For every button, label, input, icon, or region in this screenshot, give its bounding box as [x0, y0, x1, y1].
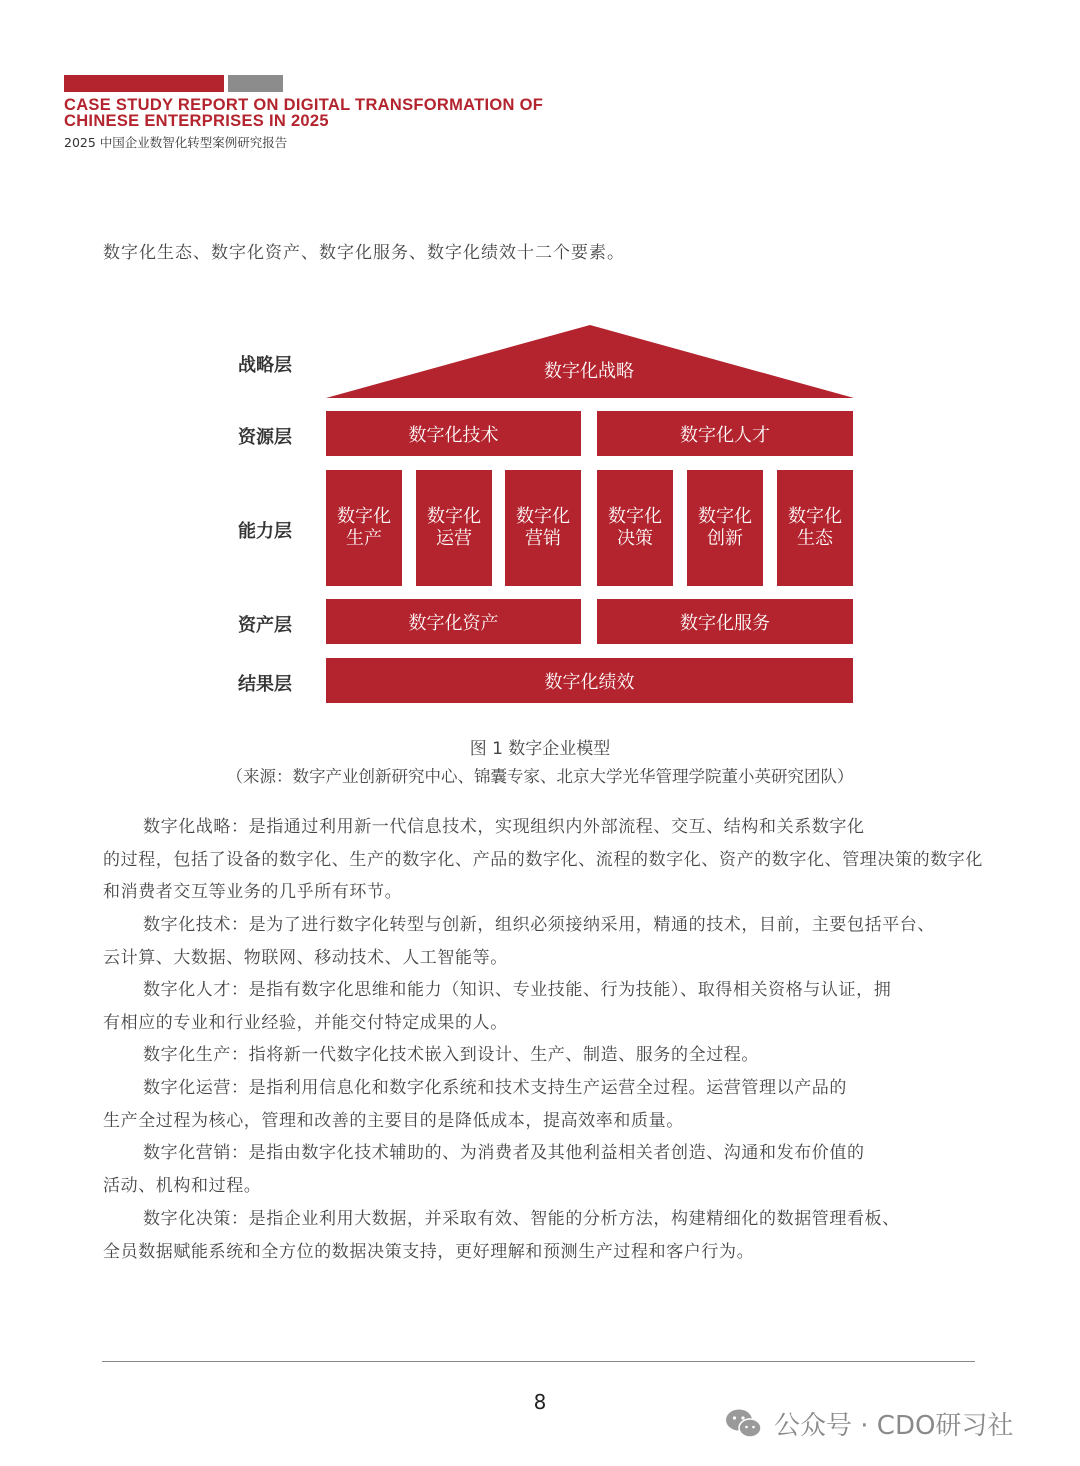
header-gray-bar [228, 75, 283, 92]
paragraph-rest: 活动、机构和过程。 [103, 1175, 262, 1196]
header-red-bar [64, 75, 224, 92]
block-digital-decision [597, 470, 673, 586]
block-line2: 生态 [797, 528, 833, 549]
paragraph-rest: 有相应的专业和行业经验，并能交付特定成果的人。 [103, 1012, 508, 1033]
paragraph-rest: 生产全过程为核心，管理和改善的主要目的是降低成本，提高效率和质量。 [103, 1110, 684, 1131]
paragraph-rest: 全员数据赋能系统和全方位的数据决策支持，更好理解和预测生产过程和客户行为。 [103, 1241, 755, 1262]
block-line2: 生产 [346, 528, 382, 549]
block-digital-innovation [687, 470, 763, 586]
paragraph-digital-talent [103, 974, 983, 1039]
block-digital-services: 数字化服务 [597, 599, 853, 644]
page-number: 8 [533, 1390, 547, 1414]
block-digital-operation [416, 470, 492, 586]
report-title-cn: 2025 中国企业数智化转型案例研究报告 [64, 135, 288, 150]
watermark [724, 1405, 1013, 1442]
paragraph-digital-strategy [103, 811, 983, 909]
paragraph-lead: 数字化战略：是指通过利用新一代信息技术，实现组织内外部流程、交互、结构和关系数字化 [143, 817, 865, 837]
paragraph-lead: 数字化生产：指将新一代数字化技术嵌入到设计、生产、制造、服务的全过程。 [143, 1045, 759, 1065]
report-title-en-line1: CASE STUDY REPORT ON DIGITAL TRANSFORMATION OF [64, 96, 544, 114]
block-line1: 数字化 [337, 506, 391, 527]
label-strategy-layer: 战略层 [238, 355, 292, 376]
label-capability-layer: 能力层 [238, 521, 292, 542]
footer-divider [102, 1361, 975, 1362]
paragraph-digital-production [103, 1039, 983, 1072]
report-title-en [64, 97, 584, 129]
block-digital-production [326, 470, 402, 586]
block-digital-talent: 数字化人才 [597, 411, 853, 456]
paragraph-digital-marketing [103, 1137, 983, 1202]
figure-caption: 图 1 数字企业模型 [469, 739, 611, 759]
block-line1: 数字化 [608, 506, 662, 527]
block-line1: 数字化 [427, 506, 481, 527]
report-title-en-line2: CHINESE ENTERPRISES IN 2025 [64, 112, 329, 130]
label-result-layer: 结果层 [238, 674, 292, 695]
intro-text: 数字化生态、数字化资产、数字化服务、数字化绩效十二个要素。 [103, 243, 625, 263]
paragraph-rest: 云计算、大数据、物联网、移动技术、人工智能等。 [103, 947, 508, 968]
block-digital-marketing [505, 470, 581, 586]
label-asset-layer: 资产层 [238, 615, 292, 636]
paragraph-lead: 数字化运营：是指利用信息化和数字化系统和技术支持生产运营全过程。运营管理以产品的 [143, 1078, 847, 1098]
paragraph-digital-technology [103, 909, 983, 974]
paragraph-lead: 数字化决策：是指企业利用大数据，并采取有效、智能的分析方法，构建精细化的数据管理看板、 [143, 1209, 900, 1229]
block-digital-technology: 数字化技术 [326, 411, 581, 456]
paragraph-rest: 的过程，包括了设备的数字化、生产的数字化、产品的数字化、流程的数字化、资产的数字化、管理决策的数字化和消费者交互等业务的几乎所有环节。 [103, 849, 983, 902]
roof-label: 数字化战略 [544, 361, 634, 382]
block-line2: 决策 [617, 528, 653, 549]
block-digital-performance: 数字化绩效 [326, 658, 853, 703]
paragraph-digital-operation [103, 1072, 983, 1137]
watermark-text: 公众号 · CDO研习社 [774, 1411, 1014, 1441]
paragraph-lead: 数字化人才：是指有数字化思维和能力（知识、专业技能、行为技能）、取得相关资格与认证，拥 [143, 980, 892, 1000]
paragraph-lead: 数字化技术：是为了进行数字化转型与创新，组织必须接纳采用，精通的技术，目前，主要包括平台、 [143, 915, 935, 935]
paragraph-lead: 数字化营销：是指由数字化技术辅助的、为消费者及其他利益相关者创造、沟通和发布价值的 [143, 1143, 865, 1163]
block-line1: 数字化 [516, 506, 570, 527]
figure-source: （来源：数字产业创新研究中心、锦囊专家、北京大学光华管理学院董小英研究团队） [226, 767, 854, 786]
block-line2: 创新 [707, 528, 743, 549]
block-line2: 营销 [525, 528, 561, 549]
block-line1: 数字化 [788, 506, 842, 527]
block-digital-ecosystem [777, 470, 853, 586]
block-line2: 运营 [436, 528, 472, 549]
paragraph-digital-decision [103, 1203, 983, 1268]
block-digital-assets: 数字化资产 [326, 599, 581, 644]
label-resource-layer: 资源层 [238, 427, 292, 448]
block-line1: 数字化 [698, 506, 752, 527]
wechat-icon [724, 1407, 764, 1441]
